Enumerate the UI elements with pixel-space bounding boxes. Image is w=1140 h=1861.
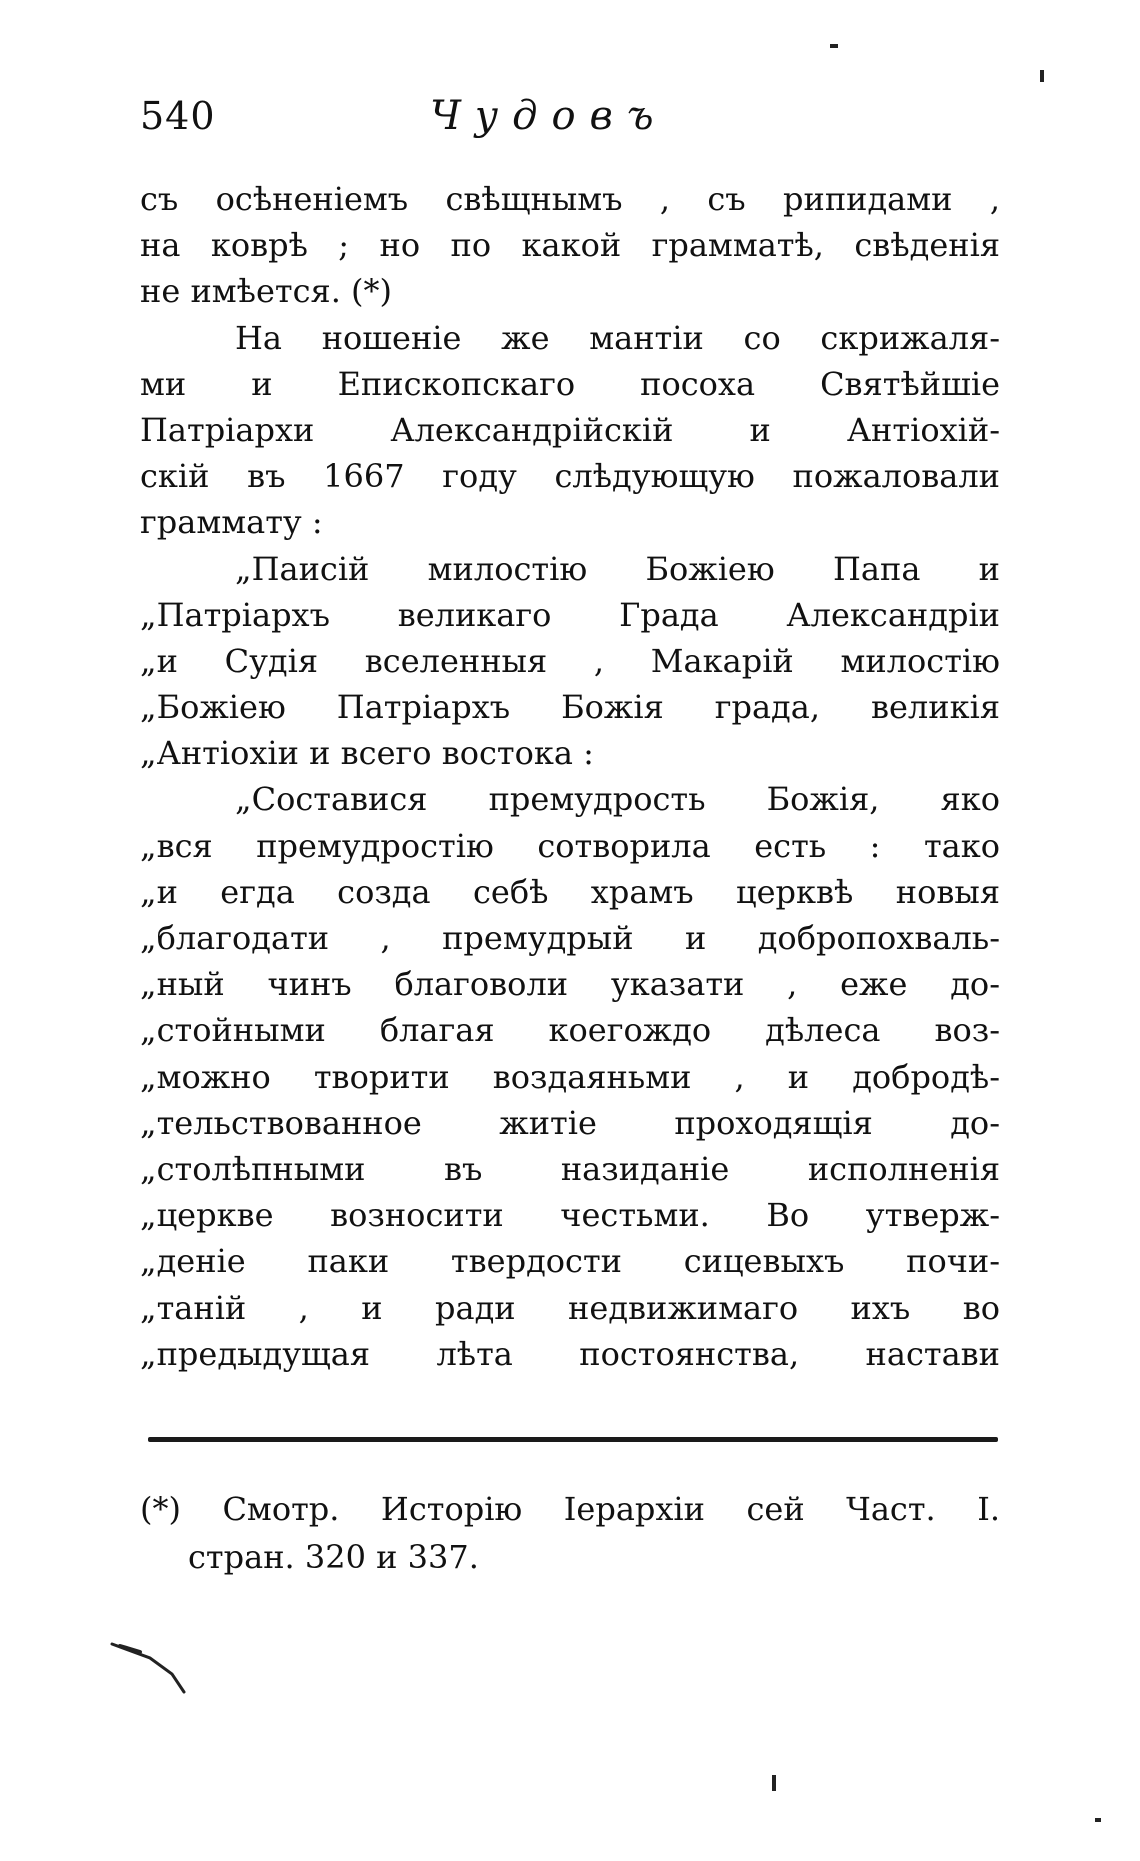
text-line: „Составися премудрость Божія, яко: [235, 780, 1000, 819]
text-line: съ осѣненіемъ свѣщнымъ , съ рипидами ,: [140, 180, 1000, 218]
stray-ink-mark: [1040, 70, 1044, 82]
text-line: На ношеніе же мантіи со скрижаля-: [235, 318, 1000, 357]
page-header: [140, 86, 1000, 146]
text-line: скій въ 1667 году слѣдующую пожаловали: [140, 457, 1000, 496]
text-line: „вся премудростію сотворила есть : тако: [140, 826, 1000, 865]
text-line: „Паисій милостію Божіею Папа и: [235, 549, 1000, 588]
text-line: „ный чинъ благоволи указати , еже до-: [140, 965, 1000, 1004]
text-line: „таній , и ради недвижимаго ихъ во: [140, 1288, 1000, 1327]
stray-ink-mark: [830, 44, 838, 48]
text-line: Патріархи Александрійскій и Антіохій-: [140, 410, 1000, 449]
main-text: [140, 176, 1000, 1377]
text-line: „тельствованное житіе проходящія до-: [140, 1103, 1000, 1142]
stray-ink-mark: [1095, 1818, 1101, 1822]
text-line: „и Судія вселенныя , Макарій милостію: [140, 641, 1000, 680]
text-line: „столѣпными въ назиданіе исполненія: [140, 1149, 1000, 1188]
footnote-line: стран. 320 и 337.: [188, 1538, 479, 1576]
text-line: „Божіею Патріархъ Божія града, великія: [140, 688, 1000, 727]
text-line: „благодати , премудрый и добропохваль-: [140, 919, 1000, 957]
text-line: „Антіохіи и всего востока :: [140, 734, 594, 773]
text-line: граммату :: [140, 503, 323, 542]
text-line: „можно творити воздаяньми , и добродѣ-: [140, 1057, 1000, 1096]
ink-scratch-mark: [110, 1640, 200, 1700]
text-line: на коврѣ ; но по какой грамматѣ, свѣденія: [140, 226, 1000, 265]
text-line: ми и Епископскаго посоха Святѣйшіе: [140, 364, 1000, 403]
footnote-divider: [148, 1437, 998, 1442]
text-line: „стойными благая коегождо дѣлеса воз-: [140, 1011, 1000, 1050]
text-line: „церкве возносити честьми. Во утверж-: [140, 1196, 1000, 1235]
text-line: „деніе паки твердости сицевыхъ почи-: [140, 1242, 1000, 1281]
page-number: 540: [140, 94, 216, 138]
text-line: „и егда созда себѣ храмъ церквѣ новыя: [140, 872, 1000, 911]
text-line: не имѣется. (*): [140, 272, 393, 311]
footnote-line: (*) Смотр. Исторію Іерархіи сей Част. I.: [140, 1490, 1000, 1528]
text-line: „Патріархъ великаго Града Александріи: [140, 595, 1000, 634]
footnote: [140, 1485, 1000, 1581]
stray-ink-mark: [772, 1775, 776, 1791]
running-title: Чудовъ: [430, 93, 668, 139]
text-line: „предыдущая лѣта постоянства, настави: [140, 1334, 1000, 1373]
